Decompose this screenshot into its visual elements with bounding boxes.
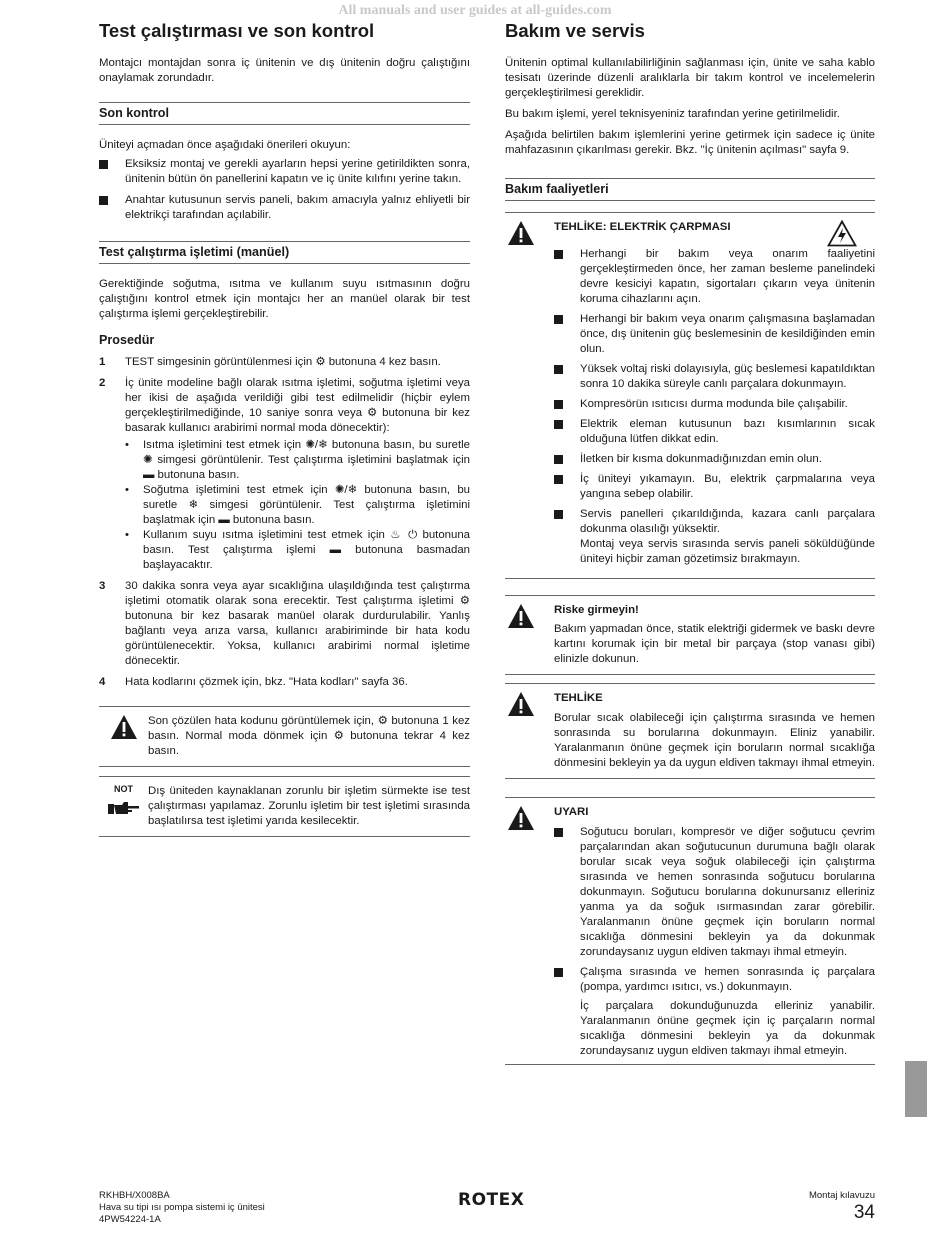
maintenance-paragraph: Bu bakım işlemi, yerel teknisyeniniz tarafından yerine getirilmelidir.	[505, 108, 840, 120]
list-item: Herhangi bir bakım veya onarım faaliyetini gerçekleştirmeden önce, her zaman besleme panelindeki devre kesiciyi kapatın, sigortaları çıkarın veya ünitenin koruma cihazlarını açın.	[554, 247, 875, 307]
warning-triangle-icon	[505, 220, 554, 573]
step-2	[99, 376, 470, 573]
note-text: Dış üniteden kaynaklanan zorunlu bir işletim sürmekte ise test çalıştırması yapılamaz. Zorunlu işletim bir test işletimi sırasında başlatılırsa test işletimi yarıda kesilecektir.	[148, 785, 470, 827]
danger-electric-box	[505, 212, 875, 579]
danger-hot-pipes-box	[505, 683, 875, 779]
page-edge-tab	[905, 1061, 927, 1117]
warning-note	[99, 706, 470, 767]
risk-title: Riske girmeyin!	[554, 604, 639, 616]
list-item: Çalışma sırasında ve hemen sonrasında iç parçalara (pompa, yardımcı ısıtıcı, vs.) dokunmayın.	[554, 965, 875, 995]
step-number: 4	[99, 676, 106, 688]
danger-text: Borular sıcak olabileceği için çalıştırma sırasında ve hemen sonrasında su borularına dokunmayın. Eliniz yanabilir. Yaralanmanın önüne geçmek için boruların normal sıcaklığa dönmesini bekleyin ya da uygun eldiven takmayı ihmal etmeyin.	[554, 712, 876, 769]
risk-text: Bakım yapmadan önce, statik elektriği gidermek ve baskı devre kartını korumak için bir metal bir parçaya (stop vanası gibi) elinizle dokunun.	[554, 623, 875, 665]
step-text: TEST simgesinin görüntülenmesi için ⚙ butonuna 4 kez basın.	[125, 356, 441, 368]
list-item-text: Servis panelleri çıkarıldığında, kazara canlı parçalara dokunma olasılığı yüksektir.	[580, 508, 875, 535]
warning-text: Son çözülen hata kodunu görüntülemek için, ⚙ butonuna 1 kez basın. Normal moda dönmek için ⚙ butonuna tekrar 4 kez basın.	[148, 715, 470, 757]
brand-logo: ROTEX	[458, 1190, 525, 1210]
caution-extra: İç parçalara dokunduğunuzda elleriniz yanabilir. Yaralanmanın önüne geçmek için iç parçaların normal sıcaklığa dönmesini bekleyin ya da dokunmak zorundaysanız uygun eldiven takmayı ihmal etmeyin.	[580, 1000, 875, 1057]
warning-triangle-icon	[505, 805, 554, 1059]
list-item-extra: Montaj veya servis sırasında servis paneli söküldüğünde üniteyi hiçbir zaman gözetimsiz bırakmayın.	[580, 538, 875, 565]
list-item: Yüksek voltaj riski dolayısıyla, güç beslemesi kapatıldıktan sonra 10 dakika süreyle canlı parçalara dokunmayın.	[554, 362, 875, 392]
footer-product: Hava su tipi ısı pompa sistemi iç ünitesi	[99, 1202, 265, 1213]
caution-title: UYARI	[554, 806, 589, 818]
step-number: 3	[99, 580, 106, 592]
section-title-test: Test çalıştırması ve son kontrol	[99, 20, 375, 41]
intro-paragraph: Montajcı montajdan sonra iç ünitenin ve dış ünitenin doğru çalıştığını onaylamak zorundadır.	[99, 57, 470, 84]
list-item: Kompresörün ısıtıcısı durma modunda bile çalışabilir.	[554, 397, 875, 412]
info-note	[99, 776, 470, 837]
bullet-item: • Soğutma işletimini test etmek için ✺/❄ butonuna basın, bu suretle ❄ simgesi görüntülenir. Test çalıştırma işletimini başlatmak için ▬ butonuna basın.	[125, 483, 470, 528]
step-text: İç ünite modeline bağlı olarak ısıtma işletimi, soğutma işletimi veya her ikisi de aşağıda verildiği gibi test edilmelidir (hiçbir eylem gerçekleştirilmediğinde, 10 saniye sonra veya ⚙ butonuna bir kez basarak kullanıcı arabirimi normal moda dönecektir):	[125, 377, 470, 434]
maintenance-paragraph: Ünitenin optimal kullanılabilirliğinin sağlanması için, ünite ve saha kablo tesisatı üzerinde düzenli aralıklarla bir takım kontrol ve incelemelerin gerçekleştirilmesi gereklidir.	[505, 57, 875, 99]
list-item: Soğutucu boruları, kompresör ve diğer soğutucu çevrim parçalarından akan soğutucunun durumuna bağlı olarak borular sıcak veya soğuk olabileceği için çalıştırma sırasında ve hemen sonrasında soğutucu borularına dokunmayın. Soğutucu borularına dokunursanız elleriniz yanma ya da soğuk ısırmasından zarar görebilir. Yaralanmanın önüne geçmek için boruların normal sıcaklığa dönmesini bekleyin ya da dokunmak zorundaysanız uygun eldiven takmayı ihmal etmeyin.	[554, 825, 875, 960]
step-2-bullets	[125, 438, 470, 573]
page-number: 34	[853, 1202, 875, 1223]
son-kontrol-lead: Üniteyi açmadan önce aşağıdaki önerileri okuyun:	[99, 139, 351, 151]
watermark: All manuals and user guides at all-guides.com	[338, 3, 612, 18]
danger-electric-list	[554, 247, 875, 567]
list-item: Herhangi bir bakım veya onarım çalışmasına başlamadan önce, dış ünitenin güç beslemesinin de kesildiğinden emin olun.	[554, 312, 875, 357]
heading-test-run: Test çalıştırma işletimi (manüel)	[99, 241, 470, 264]
danger-title: TEHLİKE	[554, 692, 603, 704]
warning-triangle-icon	[99, 714, 148, 759]
procedure-steps	[99, 355, 470, 690]
procedure-heading: Prosedür	[99, 333, 155, 347]
list-item: Elektrik eleman kutusunun bazı kısımlarının sıcak olduğuna lütfen dikkat edin.	[554, 417, 875, 447]
right-column	[505, 20, 875, 1083]
warning-triangle-icon	[505, 603, 554, 669]
caution-box	[505, 797, 875, 1065]
caution-list	[554, 825, 875, 995]
step-4	[99, 675, 470, 690]
risk-box	[505, 595, 875, 675]
list-item: İletken bir kısma dokunmadığınızdan emin olun.	[554, 452, 875, 467]
left-column	[99, 20, 470, 847]
step-number: 2	[99, 377, 106, 389]
footer-model: RKHBH/X008BA	[99, 1190, 170, 1201]
test-run-body: Gerektiğinde soğutma, ısıtma ve kullanım suyu ısıtmasının doğru çalıştığını kontrol etmek için montajcı her an manüel olarak bir test çalıştırma işlemi gerçekleştirebilir.	[99, 278, 470, 320]
bullet-item: • Isıtma işletimini test etmek için ✺/❄ butonuna basın, bu suretle ✺ simgesi görüntülenir. Test çalıştırma işletimini başlatmak için ▬ butonuna basın.	[125, 438, 470, 483]
maintenance-paragraph: Aşağıda belirtilen bakım işlemlerini yerine getirmek için sadece iç ünite mahfazasının çıkarılması gerekir. Bkz. "İç ünitenin açılması" sayfa 9.	[505, 129, 875, 156]
pointing-hand-icon	[108, 799, 140, 817]
bullet-item: • Kullanım suyu ısıtma işletimini test etmek için ♨ ⏻ butonuna basın. Test çalıştırma işlemi ▬ butonuna basmadan başlayacaktır.	[125, 528, 470, 573]
section-title-maintenance: Bakım ve servis	[505, 20, 645, 41]
footer-code: 4PW54224-1A	[99, 1214, 161, 1225]
step-number: 1	[99, 356, 106, 368]
warning-triangle-icon	[505, 691, 554, 773]
step-text: 30 dakika sonra veya ayar sıcaklığına ulaşıldığında test çalıştırma işletimi otomatik olarak sona erecektir. Test çalıştırma işletimi ⚙ butonuna bir kez basarak manüel olarak durdurulabilir. Yanlış bağlantı veya arıza varsa, kullanıcı arabiriminde bir hata kodu görüntülenecektir. Yoksa, kullanıcı arabirimi normal işletime dönecektir.	[125, 580, 470, 667]
step-text: Hata kodlarını çözmek için, bkz. "Hata kodları" sayfa 36.	[125, 676, 408, 688]
step-1	[99, 355, 470, 370]
son-kontrol-list	[99, 157, 470, 223]
electric-hazard-icon	[827, 220, 857, 247]
danger-title: TEHLİKE: ELEKTRİK ÇARPMASI	[554, 221, 731, 233]
list-item: İç üniteyi yıkamayın. Bu, elektrik çarpmalarına veya yangına sebep olabilir.	[554, 472, 875, 502]
footer-manual-title: Montaj kılavuzu	[808, 1190, 875, 1201]
note-label: NOT	[114, 784, 133, 794]
list-item: Anahtar kutusunun servis paneli, bakım amacıyla yalnız ehliyetli bir elektrikçi tarafından açılabilir.	[99, 193, 470, 223]
heading-son-kontrol: Son kontrol	[99, 102, 470, 125]
heading-maintenance-activities: Bakım faaliyetleri	[505, 178, 875, 201]
step-3	[99, 579, 470, 669]
list-item: Eksiksiz montaj ve gerekli ayarların hepsi yerine getirildikten sonra, ünitenin bütün ön panellerini kapatın ve iç ünite kılıfını yerine takın.	[99, 157, 470, 187]
list-item	[554, 507, 875, 567]
